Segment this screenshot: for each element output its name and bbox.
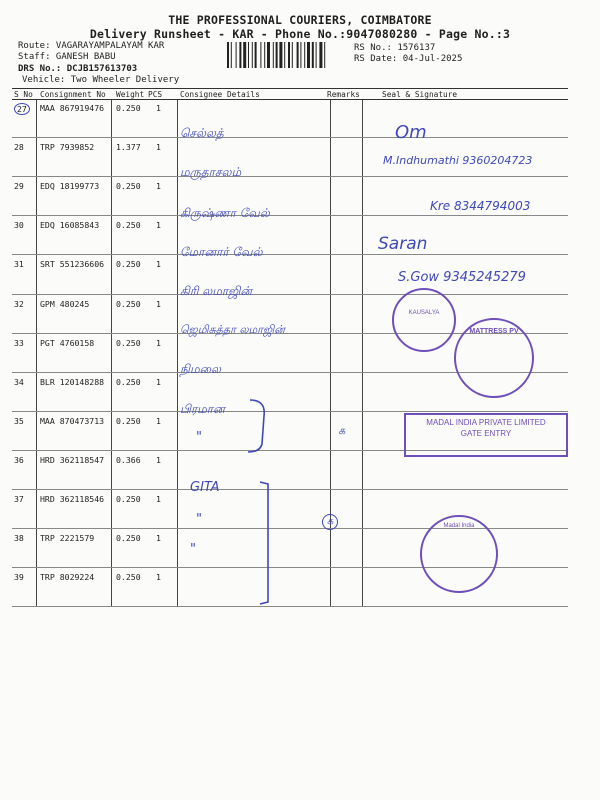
madal-india-stamp: MADAL INDIA PRIVATE LIMITED GATE ENTRY: [404, 413, 568, 457]
row-separator: [12, 215, 568, 216]
row-consignment-no: MAA 867919476: [40, 103, 105, 113]
barcode-bar: [252, 42, 253, 68]
row-pcs: 1: [156, 415, 161, 426]
route-label: Route: VAGARAYAMPALAYAM KAR: [18, 41, 165, 51]
row-pcs: 1: [156, 454, 161, 465]
barcode-bar: [260, 42, 261, 68]
row-separator: [12, 254, 568, 255]
barcode-bar: [276, 42, 278, 68]
row-sno: 31: [14, 259, 24, 270]
row-consignment-no: EDQ 18199773: [40, 181, 100, 192]
row-consignment-no: BLR 120148288: [40, 376, 105, 387]
barcode-bar: [316, 42, 317, 68]
handwritten-consignee: கிருஷ்ணா வேல்: [180, 206, 270, 220]
handwritten-consignee: பிரமான: [180, 402, 225, 416]
barcode-bar: [227, 42, 229, 68]
row-consignment-no: GPM 480245: [40, 298, 90, 309]
signature: S.Gow 9345245279: [398, 270, 526, 285]
row-sno: 28: [14, 142, 24, 153]
handwritten-consignee: மருதாசலம்: [180, 165, 242, 179]
barcode-bar: [288, 42, 290, 68]
row-weight: 0.250: [116, 572, 141, 583]
signature: Om: [395, 122, 427, 143]
kausalya-stamp: KAUSALYA: [392, 288, 456, 352]
row-consignment-no: TRP 2221579: [40, 533, 95, 544]
row-consignment-no: HRD 362118546: [40, 494, 105, 504]
barcode-bar: [236, 42, 237, 68]
row-pcs: 1: [156, 337, 161, 348]
row-pcs: 1: [156, 142, 161, 153]
remark-mark: ௧: [322, 514, 338, 530]
col-remarks: Remarks: [327, 90, 360, 99]
handwritten-bracket: [254, 478, 284, 608]
row-pcs: 1: [156, 494, 161, 504]
row-weight: 0.250: [116, 337, 141, 348]
barcode-bar: [248, 42, 249, 68]
row-sno: 35: [14, 415, 24, 426]
row-separator: [12, 606, 568, 607]
row-pcs: 1: [156, 376, 161, 387]
row-weight: 0.250: [116, 494, 141, 504]
row-sno: 34: [14, 376, 24, 387]
handwritten-consignee: ஜெமிசுத்தா லமாஜின்: [180, 323, 285, 336]
col-consignee: Consignee Details: [180, 90, 260, 99]
row-separator: [12, 489, 568, 490]
row-pcs: 1: [156, 533, 161, 544]
row-weight: 1.377: [116, 142, 141, 153]
row-pcs: 1: [156, 259, 161, 270]
row-pcs: 1: [156, 298, 161, 309]
row-separator: [12, 294, 568, 295]
row-consignment-no: TRP 7939852: [40, 142, 95, 153]
barcode-bar: [231, 42, 232, 68]
row-pcs: 1: [156, 103, 161, 113]
row-sno: 27: [14, 103, 30, 115]
row-weight: 0.250: [116, 220, 141, 231]
signature: Kre 8344794003: [430, 199, 531, 213]
row-weight: 0.250: [116, 181, 141, 192]
barcode-bar: [264, 42, 265, 68]
signature: M.Indhumathi 9360204723: [383, 154, 533, 167]
barcode-bar: [243, 42, 246, 68]
barcode-bar: [297, 42, 299, 68]
handwritten-ditto: ": [196, 512, 202, 527]
drs-number: DRS No.: DCJB157613703: [18, 64, 138, 74]
row-sno: 33: [14, 337, 24, 348]
row-consignment-no: SRT 551236606: [40, 259, 105, 270]
row-weight: 0.250: [116, 415, 141, 426]
barcode-bar: [279, 42, 282, 68]
barcode-bar: [239, 42, 241, 68]
handwritten-consignee: நிமலை: [180, 362, 221, 376]
header-bottom-rule: [12, 99, 568, 100]
row-consignment-no: EDQ 16085843: [40, 220, 100, 231]
col-pcs: PCS: [148, 90, 163, 99]
row-pcs: 1: [156, 181, 161, 192]
round-company-stamp: Madal India: [420, 515, 498, 593]
barcode-bar: [312, 42, 314, 68]
row-consignment-no: MAA 870473713: [40, 415, 105, 426]
barcode-bar: [273, 42, 274, 68]
handwritten-ditto: ": [190, 542, 196, 557]
row-sno: 29: [14, 181, 24, 192]
row-sno: 32: [14, 298, 24, 309]
barcode: [227, 42, 347, 68]
row-weight: 0.366: [116, 454, 141, 465]
company-name: THE PROFESSIONAL COURIERS, COIMBATORE: [168, 13, 432, 27]
row-weight: 0.250: [116, 533, 141, 544]
rs-number: RS No.: 1576137: [354, 43, 436, 53]
row-weight: 0.250: [116, 298, 141, 309]
col-consignment: Consignment No: [40, 90, 106, 99]
row-weight: 0.250: [116, 103, 141, 113]
row-sno: 30: [14, 220, 24, 231]
vehicle-label: Vehicle: Two Wheeler Delivery: [22, 75, 180, 85]
barcode-bar: [304, 42, 305, 68]
barcode-bar: [255, 42, 257, 68]
col-sno: S No: [14, 90, 33, 99]
handwritten-consignee: GITA: [190, 480, 220, 495]
col-seal: Seal & Signature: [382, 90, 458, 99]
handwritten-ditto: ": [196, 430, 202, 445]
row-sno: 36: [14, 454, 24, 465]
handwritten-consignee: மோனார் வேல்: [180, 245, 263, 259]
handwritten-consignee: கிரி லமாஜின்: [180, 284, 253, 298]
row-consignment-no: TRP 8029224: [40, 572, 95, 583]
row-separator: [12, 411, 568, 412]
barcode-bar: [307, 42, 310, 68]
staff-label: Staff: GANESH BABU: [18, 52, 116, 62]
mattress-stamp: MATTRESS PV: [454, 318, 534, 398]
runsheet-title: Delivery Runsheet - KAR - Phone No.:9047080280 - Page No.:3: [89, 27, 511, 41]
row-weight: 0.250: [116, 376, 141, 387]
barcode-bar: [267, 42, 270, 68]
header-top-rule: [12, 88, 568, 89]
row-sno: 37: [14, 494, 24, 504]
row-consignment-no: PGT 4760158: [40, 337, 95, 348]
row-weight: 0.250: [116, 259, 141, 270]
row-sno: 39: [14, 572, 24, 583]
handwritten-bracket: [240, 396, 280, 456]
row-pcs: 1: [156, 572, 161, 583]
row-pcs: 1: [156, 220, 161, 231]
row-separator: [12, 137, 568, 138]
row-separator: [12, 176, 568, 177]
barcode-bar: [300, 42, 301, 68]
barcode-bar: [319, 42, 322, 68]
rs-date: RS Date: 04-Jul-2025: [354, 54, 463, 64]
signature: Saran: [378, 234, 428, 254]
barcode-bar: [324, 42, 325, 68]
barcode-bar: [284, 42, 285, 68]
row-sno: 38: [14, 533, 24, 544]
col-weight: Weight: [116, 90, 145, 99]
row-consignment-no: HRD 362118547: [40, 454, 105, 465]
barcode-bar: [292, 42, 293, 68]
handwritten-consignee: செல்லத்: [180, 126, 224, 140]
remark-mark: ௧: [338, 424, 346, 437]
